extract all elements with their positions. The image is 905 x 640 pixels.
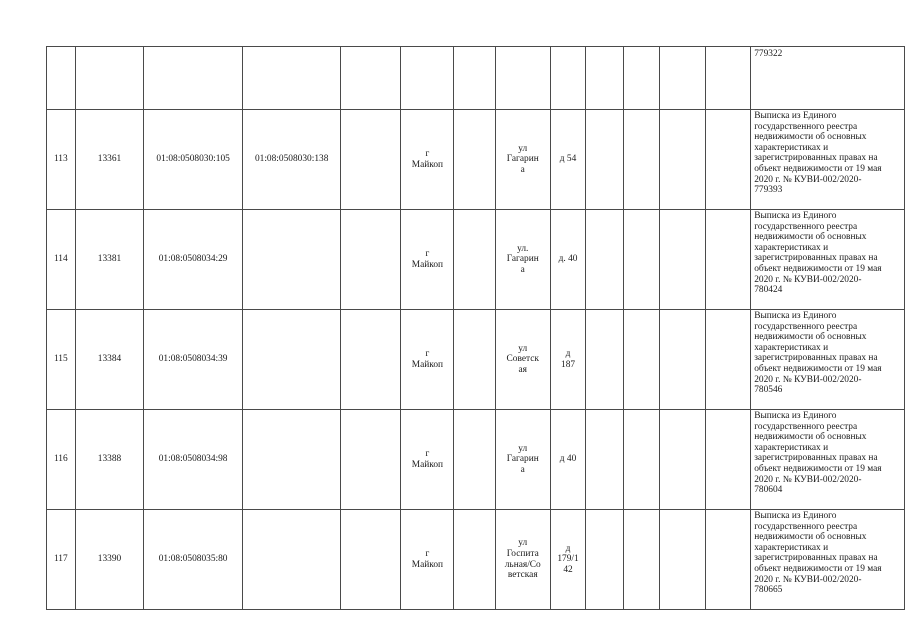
continuation-row bbox=[47, 47, 905, 110]
document-line: 780604 bbox=[754, 485, 783, 496]
document-line: 779393 bbox=[754, 185, 783, 196]
document-line: характеристиках и bbox=[754, 342, 829, 353]
document-line: характеристиках и bbox=[754, 542, 829, 553]
house-line: 187 bbox=[561, 359, 576, 370]
cell-empty bbox=[586, 210, 623, 310]
city-name: Майкоп bbox=[411, 259, 444, 270]
street-line: а bbox=[520, 264, 525, 275]
table-row bbox=[47, 110, 905, 210]
document-line: зарегистрированных правах на bbox=[754, 253, 878, 264]
row-number: 114 bbox=[47, 210, 76, 310]
city-cell bbox=[401, 310, 454, 410]
document-reference bbox=[751, 210, 905, 310]
cell-empty bbox=[623, 510, 659, 610]
cell-empty bbox=[623, 210, 659, 310]
document-line: Выписка из Единого bbox=[754, 111, 837, 121]
house-cell bbox=[550, 410, 586, 510]
city-name: Майкоп bbox=[411, 459, 444, 470]
house-cell bbox=[550, 210, 586, 310]
city-type: г bbox=[425, 448, 430, 459]
house-cell bbox=[550, 110, 586, 210]
cell-empty bbox=[659, 510, 705, 610]
document-line: зарегистрированных правах на bbox=[754, 453, 878, 464]
cell-empty bbox=[706, 510, 751, 610]
street-line: Советск bbox=[506, 354, 539, 365]
object-code: 13384 bbox=[75, 310, 144, 410]
cell-empty bbox=[586, 510, 623, 610]
document-line: 780424 bbox=[754, 285, 783, 296]
cell-empty bbox=[495, 47, 550, 110]
document-reference bbox=[751, 410, 905, 510]
street-cell bbox=[495, 210, 550, 310]
document-line: 2020 г. № КУВИ-002/2020- bbox=[754, 174, 862, 185]
cell-empty bbox=[659, 210, 705, 310]
street-cell bbox=[495, 510, 550, 610]
city-cell bbox=[401, 410, 454, 510]
city-name: Майкоп bbox=[411, 159, 444, 170]
document-line: недвижимости об основных bbox=[754, 432, 867, 443]
table-row bbox=[47, 210, 905, 310]
house-line: 42 bbox=[563, 564, 573, 575]
cell-empty bbox=[586, 110, 623, 210]
cell-empty bbox=[706, 110, 751, 210]
document-line: характеристиках и bbox=[754, 242, 829, 253]
document-line: Выписка из Единого bbox=[754, 411, 837, 421]
table-row bbox=[47, 310, 905, 410]
document-line: государственного реестра bbox=[754, 421, 858, 432]
street-line: ая bbox=[518, 364, 527, 375]
property-registry-table bbox=[46, 46, 905, 610]
document-line: объект недвижимости от 19 мая bbox=[754, 463, 882, 474]
cell-empty bbox=[401, 47, 454, 110]
document-line: недвижимости об основных bbox=[754, 232, 867, 243]
street-line: Госпита bbox=[506, 548, 539, 559]
city-name: Майкоп bbox=[411, 359, 444, 370]
document-reference bbox=[751, 310, 905, 410]
document-line: 2020 г. № КУВИ-002/2020- bbox=[754, 274, 862, 285]
cell-empty bbox=[341, 410, 401, 510]
document-line: 780665 bbox=[754, 585, 783, 596]
cell-empty bbox=[454, 310, 495, 410]
object-code: 13388 bbox=[75, 410, 144, 510]
cell-empty bbox=[706, 410, 751, 510]
cell-empty bbox=[623, 410, 659, 510]
document-line: государственного реестра bbox=[754, 521, 858, 532]
cell-empty bbox=[623, 47, 659, 110]
document-line: 2020 г. № КУВИ-002/2020- bbox=[754, 374, 862, 385]
document-line: зарегистрированных правах на bbox=[754, 553, 878, 564]
city-name: Майкоп bbox=[411, 559, 444, 570]
row-number: 116 bbox=[47, 410, 76, 510]
parent-cadastral-number bbox=[242, 310, 341, 410]
street-line: ветская bbox=[507, 570, 538, 581]
cell-empty bbox=[706, 210, 751, 310]
table-row bbox=[47, 510, 905, 610]
street-cell bbox=[495, 110, 550, 210]
document-line: государственного реестра bbox=[754, 221, 858, 232]
row-number: 115 bbox=[47, 310, 76, 410]
city-cell bbox=[401, 210, 454, 310]
document-reference bbox=[751, 110, 905, 210]
document-line: объект недвижимости от 19 мая bbox=[754, 163, 882, 174]
cadastral-number: 01:08:0508030:105 bbox=[144, 110, 243, 210]
cell-empty bbox=[454, 47, 495, 110]
object-code: 13390 bbox=[75, 510, 144, 610]
house-line: д 54 bbox=[559, 154, 577, 165]
document-line: Выписка из Единого bbox=[754, 511, 837, 521]
street-line: а bbox=[520, 464, 525, 475]
document-line: 2020 г. № КУВИ-002/2020- bbox=[754, 474, 862, 485]
city-type: г bbox=[425, 348, 430, 359]
document-line: зарегистрированных правах на bbox=[754, 353, 878, 364]
parent-cadastral-number bbox=[242, 210, 341, 310]
cell-empty bbox=[659, 110, 705, 210]
document-line: недвижимости об основных bbox=[754, 332, 867, 343]
document-line: 2020 г. № КУВИ-002/2020- bbox=[754, 574, 862, 585]
cell-empty bbox=[75, 47, 144, 110]
house-line: 179/1 bbox=[557, 554, 579, 565]
row-number: 113 bbox=[47, 110, 76, 210]
cell-empty bbox=[706, 310, 751, 410]
city-type: г bbox=[425, 148, 430, 159]
document-line: характеристиках и bbox=[754, 142, 829, 153]
cell-empty bbox=[144, 47, 243, 110]
street-cell bbox=[495, 310, 550, 410]
document-line: государственного реестра bbox=[754, 321, 858, 332]
city-cell bbox=[401, 510, 454, 610]
house-line: д 40 bbox=[559, 454, 577, 465]
cell-empty bbox=[341, 47, 401, 110]
object-code: 13381 bbox=[75, 210, 144, 310]
street-line: ул bbox=[518, 538, 528, 549]
table-row bbox=[47, 410, 905, 510]
house-line: д. 40 bbox=[558, 254, 578, 265]
cell-empty bbox=[454, 410, 495, 510]
cell-empty bbox=[341, 310, 401, 410]
document-line: 780546 bbox=[754, 385, 783, 396]
cell-empty bbox=[454, 110, 495, 210]
document-line: недвижимости об основных bbox=[754, 132, 867, 143]
document-line: объект недвижимости от 19 мая bbox=[754, 263, 882, 274]
document-line: объект недвижимости от 19 мая bbox=[754, 363, 882, 374]
parent-cadastral-number bbox=[242, 410, 341, 510]
document-line: зарегистрированных правах на bbox=[754, 153, 878, 164]
cell-empty bbox=[659, 410, 705, 510]
document-reference bbox=[751, 510, 905, 610]
cadastral-number: 01:08:0508034:39 bbox=[144, 310, 243, 410]
cell-empty bbox=[47, 47, 76, 110]
cell-empty bbox=[586, 410, 623, 510]
street-line: Гагарин bbox=[506, 154, 539, 165]
document-line: государственного реестра bbox=[754, 121, 858, 132]
street-cell bbox=[495, 410, 550, 510]
city-cell bbox=[401, 110, 454, 210]
cell-empty bbox=[341, 510, 401, 610]
street-line: льная/Со bbox=[504, 559, 541, 570]
street-line: ул bbox=[518, 343, 528, 354]
cell-empty bbox=[454, 510, 495, 610]
house-line: д bbox=[565, 543, 571, 554]
cell-empty bbox=[454, 210, 495, 310]
cell-empty bbox=[242, 47, 341, 110]
cell-empty bbox=[659, 47, 705, 110]
house-cell bbox=[550, 510, 586, 610]
city-type: г bbox=[425, 548, 430, 559]
document-line: объект недвижимости от 19 мая bbox=[754, 563, 882, 574]
cell-empty bbox=[623, 110, 659, 210]
parent-cadastral-number bbox=[242, 510, 341, 610]
cadastral-number: 01:08:0508034:98 bbox=[144, 410, 243, 510]
document-line: Выписка из Единого bbox=[754, 211, 837, 221]
parent-cadastral-number: 01:08:0508030:138 bbox=[242, 110, 341, 210]
cadastral-number: 01:08:0508035:80 bbox=[144, 510, 243, 610]
cell-empty bbox=[586, 47, 623, 110]
document-line: Выписка из Единого bbox=[754, 311, 837, 321]
cell-empty bbox=[706, 47, 751, 110]
street-line: ул bbox=[518, 143, 528, 154]
house-line: д bbox=[565, 348, 571, 359]
cell-empty bbox=[341, 210, 401, 310]
document-line: характеристиках и bbox=[754, 442, 829, 453]
street-line: Гагарин bbox=[506, 454, 539, 465]
document-line: недвижимости об основных bbox=[754, 532, 867, 543]
object-code: 13361 bbox=[75, 110, 144, 210]
house-cell bbox=[550, 310, 586, 410]
cell-empty bbox=[341, 110, 401, 210]
row-number: 117 bbox=[47, 510, 76, 610]
street-line: ул. bbox=[517, 243, 529, 254]
street-line: ул bbox=[518, 443, 528, 454]
cell-empty bbox=[623, 310, 659, 410]
document-reference-continuation: 779322 bbox=[751, 47, 905, 110]
street-line: а bbox=[520, 164, 525, 175]
cadastral-number: 01:08:0508034:29 bbox=[144, 210, 243, 310]
city-type: г bbox=[425, 248, 430, 259]
cell-empty bbox=[659, 310, 705, 410]
cell-empty bbox=[550, 47, 586, 110]
cell-empty bbox=[586, 310, 623, 410]
street-line: Гагарин bbox=[506, 254, 539, 265]
